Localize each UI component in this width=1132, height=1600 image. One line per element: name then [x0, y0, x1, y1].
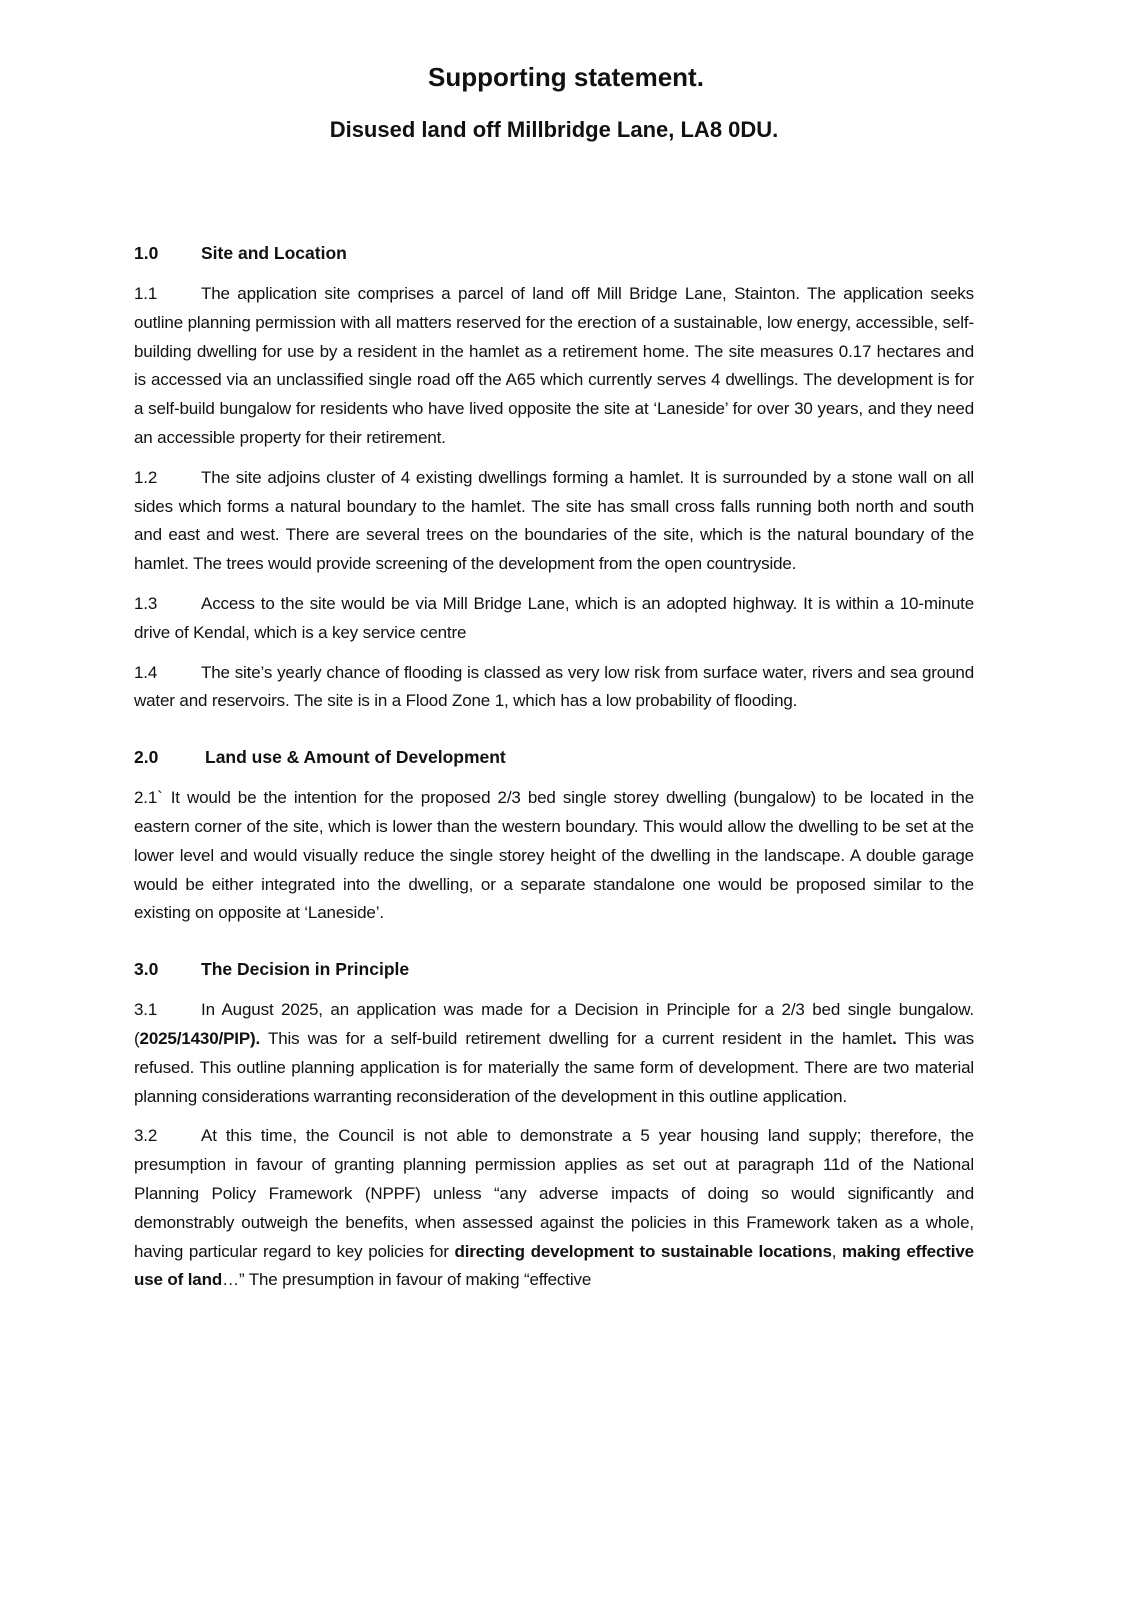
paragraph-text: It would be the intention for the proposed 2/3 bed single storey dwelling (bungalow) to be located in the eastern corner of the site, which is lower than the western boundary. This would allow the dwelling to be set at the lower level and would visually reduce the single storey height of the dwelling in the landscape. A double garage would be either integrated into the dwelling, or a separate standalone one would be proposed similar to the existing on opposite at ‘Laneside’. [134, 788, 974, 923]
paragraph-1-3 [134, 590, 974, 648]
bold-emphasis: making effective use of land [134, 1241, 974, 1290]
document-subtitle: Disused land off Millbridge Lane, LA8 0DU. [329, 117, 779, 142]
paragraph-text: This was for a self-build retirement dwelling for a current resident in the hamlet [260, 1028, 893, 1048]
paragraph-number: 1.2 [134, 467, 158, 487]
paragraph-number: 3.1 [134, 1000, 158, 1020]
paragraph-text: The application site comprises a parcel of land off Mill Bridge Lane, Stainton. The application seeks outline planning permission with all matters reserved for the erection of a sustainable, low energy, accessible, self-building dwelling for use by a resident in the hamlet as a retirement home. The site measures 0.17 hectares and is accessed via an unclassified single road off the A65 which currently serves 4 dwellings. The development is for a self-build bungalow for residents who have lived opposite the site at ‘Laneside’ for over 30 years, and they need an accessible property for their retirement. [134, 284, 974, 447]
bold-period: . [892, 1028, 897, 1048]
document-body [134, 240, 974, 1323]
paragraph-text: …” The presumption in favour of making “effective [222, 1270, 592, 1290]
section-title: Site and Location [201, 243, 347, 263]
paragraph-number: 3.2 [134, 1126, 158, 1146]
section-heading [134, 744, 974, 770]
section-title: The Decision in Principle [201, 959, 410, 980]
paragraph-text: The site adjoins cluster of 4 existing dwellings forming a hamlet. It is surrounded by a stone wall on all sides which forms a natural boundary to the hamlet. The site has small cross falls running both north and south and east and west. There are several trees on the boundaries of the site, which is the natural boundary of the hamlet. The trees would provide screening of the development from the open countryside. [134, 467, 974, 574]
application-reference: 2025/1430/PIP). [139, 1028, 261, 1048]
paragraph-text: The site’s yearly chance of flooding is classed as very low risk from surface water, rivers and sea ground water and reservoirs. The site is in a Flood Zone 1, which has a low probability of flooding. [134, 662, 974, 711]
paragraph-number: 1.3 [134, 593, 158, 613]
section-number: 2.0 [134, 747, 159, 768]
document-title: Supporting statement. [428, 62, 704, 92]
section-number: 1.0 [134, 243, 159, 263]
paragraph-1-2 [134, 464, 974, 579]
paragraph-3-2 [134, 1122, 974, 1295]
paragraph-1-1 [134, 280, 974, 453]
section-title: Land use & Amount of Development [205, 747, 506, 768]
paragraph-3-1 [134, 996, 974, 1111]
paragraph-text: At this time, the Council is not able to demonstrate a 5 year housing land supply; therefore, the presumption in favour of granting planning permission applies as set out at paragraph 11d of the National Planning Policy Framework (NPPF) unless “any adverse impacts of doing so would significantly and demonstrably outweigh the benefits, when assessed against the policies in this Framework taken as a whole, having particular regard to key policies for [134, 1126, 974, 1261]
paragraph-1-4 [134, 659, 974, 717]
section-land-use [134, 744, 974, 928]
paragraph-text: Access to the site would be via Mill Bridge Lane, which is an adopted highway. It is within a 10-minute drive of Kendal, which is a key service centre [134, 593, 974, 642]
section-heading [134, 240, 974, 266]
paragraph-number: 2.1` [134, 788, 163, 808]
section-heading [134, 956, 974, 982]
paragraph-text: In August 2025, an application was made for a Decision in Principle for a 2/3 bed single bungalow. ( [134, 1000, 974, 1048]
paragraph-2-1 [134, 784, 974, 928]
section-number: 3.0 [134, 959, 159, 980]
paragraph-number: 1.1 [134, 284, 158, 303]
paragraph-text: This was refused. This outline planning application is for materially the same form of development. There are two material planning considerations warranting reconsideration of the development in this outline application. [134, 1028, 974, 1106]
paragraph-number: 1.4 [134, 662, 158, 682]
section-decision-in-principle [134, 956, 974, 1295]
paragraph-text: , [831, 1241, 843, 1261]
section-site-location [134, 240, 974, 716]
bold-emphasis: directing development to sustainable locations [454, 1241, 832, 1261]
